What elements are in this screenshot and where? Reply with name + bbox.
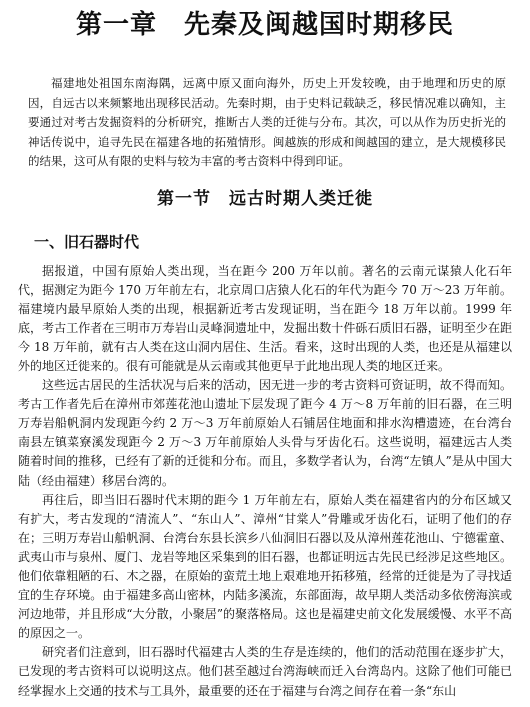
body-paragraph: 据报道，中国有原始人类出现，当在距今 200 万年以前。著名的云南元谋猿人化石年代，据测定为距今 170 万年前左右，北京周口店猿人化石的年代为距今 70 万～23 万年前。福建境内最早原始人类的出现，根据新近考古发现证明，当在距今 18 万年以前。1999 年底，考古工作者在三明市万寿岩山灵峰洞遗址中，发掘出数十件砾石质旧石器，证明至少在距今 18 万年前，就有古人类在这山洞内居住、生活。看来，这时出现的人类，也还是从福建以外的地区迁徙来的。很有可能就是从云南或其他更早于此地出现人类的地区迁来。 <box>18 263 512 373</box>
body-paragraph: 研究者们注意到，旧石器时代福建古人类的生存是连续的，他们的活动范围在逐步扩大，已发现的考古资料可以说明这点。他们甚至越过台湾海峡而迁入台湾岛内。这除了他们可能已经掌握水上交通的技术与工具外，最重要的还在于福建与台湾之间存在着一条“东山 <box>18 645 512 698</box>
body-paragraph: 这些远古居民的生活状况与后来的活动，因无进一步的考古资料可资证明，故不得而知。考古工作者先后在漳州市郊莲花池山遗址下层发现了距今 4 万～8 万年前的旧石器，在三明万寿岩船帆洞内发现距今约 2 万～3 万年前原始人石铺居住地面和排水沟槽遗迹，在台湾台南县左镇菜寮溪发现距今 2 万～3 万年前原始人头骨与牙齿化石。这些说明，福建远古人类随着时间的推移，已经有了新的迁徙和分布。而且，多数学者认为，台湾“左镇人”是从中国大陆（经由福建）移居台湾的。 <box>18 378 512 488</box>
subsection-title: 一、旧石器时代 <box>34 232 140 251</box>
body-paragraph: 再往后，即当旧石器时代末期的距今 1 万年前左右，原始人类在福建省内的分布区域又有扩大，考古发现的“清流人”、“东山人”、漳州“甘棠人”骨雕或牙齿化石，证明了他们的存在；三明万寿岩山船帆洞、台湾台东县长滨乡八仙洞旧石器以及从漳州莲花池山、宁德霍童、武夷山市与泉州、厦门、龙岩等地区采集到的旧石器，也都证明远古先民已经涉足这些地区。他们依靠粗陋的石、木之器，在原始的蛮荒土地上艰难地开拓移殖，经常的迁徙是为了寻找适宜的生存环境。由于福建多高山密林，内陆多溪流，东部面海，故早期人类活动多依傍海滨或河边地带，并且形成“大分散，小聚居”的聚落格局。这也是福建史前文化发展缓慢、水平不高的原因之一。 <box>18 492 512 641</box>
chapter-intro: 福建地处祖国东南海隅，远离中原又面向海外，历史上开发较晚，由于地理和历史的原因，自远古以来频繁地出现移民活动。先秦时期，由于史料记载缺乏，移民情况难以确知，主要通过对考古发掘资料的分析研究，推断古人类的迁徙与分布。其次，可以从作为历史折光的神话传说中，追寻先民在福建各地的拓殖情形。闽越族的形成和闽越国的建立，是大规模移民的结果，这可从有限的史料与较为丰富的考古资料中得到印证。 <box>28 76 506 168</box>
section-title: 第一节 远古时期人类迁徙 <box>157 188 373 209</box>
chapter-title: 第一章 先秦及闽越国时期移民 <box>75 10 454 40</box>
